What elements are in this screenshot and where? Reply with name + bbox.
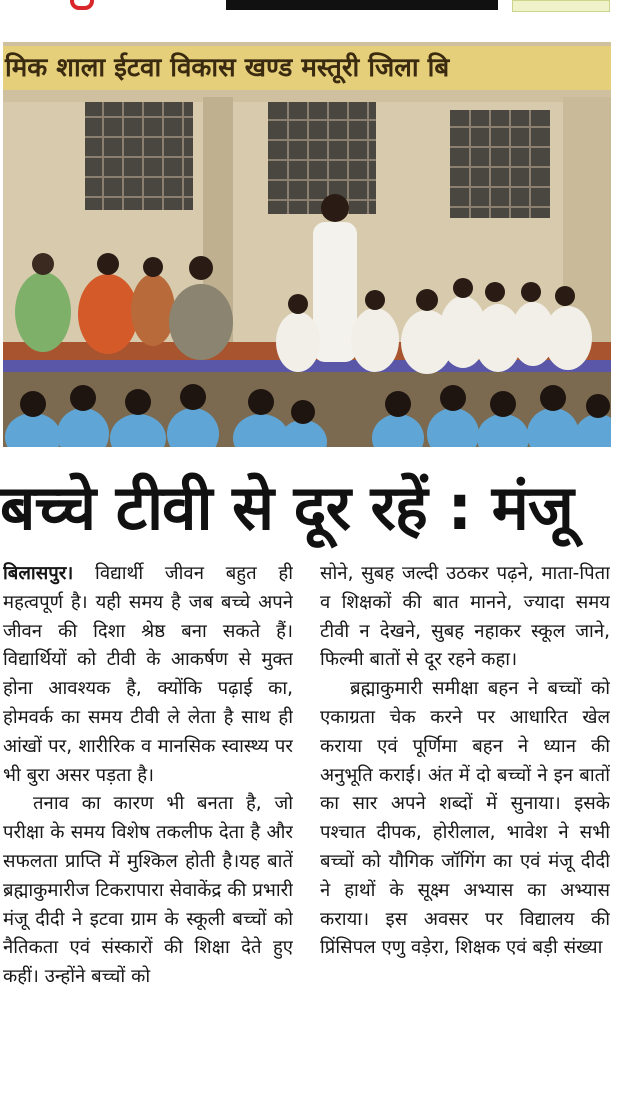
photo-illustration <box>3 42 611 447</box>
masthead-box <box>512 0 610 12</box>
article-headline: बच्चे टीवी से दूर रहें : मंजू <box>0 471 573 544</box>
article-text: विद्यार्थी जीवन बहुत ही महत्वपूर्ण है। यही समय है जब बच्चे अपने जीवन की दिशा श्रेष्ठ बना सकते हैं। विद्यार्थियों को टीवी के आकर्षण से मुक्त होना आवश्यक है, क्योंकि पढ़ाई का, होमवर्क का समय टीवी ले लेता है साथ ही आंखों पर, शारीरिक व मानसिक स्वास्थ्य पर भी बुरा असर पड़ता है। <box>3 563 293 786</box>
article-paragraph: तनाव का कारण भी बनता है, जो परीक्षा के समय विशेष तकलीफ देता है और सफलता प्राप्ति में मुश्किल होती है।यह बातें ब्रह्माकुमारीज टिकरापारा सेवाकेंद्र की प्रभारी मंजू दीदी ने इटवा ग्राम के स्कूली बच्चों को नैतिकता एवं संस्कारों की शिक्षा देते हुए कहीं। उन्होंने बच्चों को <box>3 793 293 988</box>
article-paragraph <box>3 560 293 790</box>
article-column-left <box>3 560 293 1109</box>
window-middle <box>268 102 376 214</box>
news-photo <box>3 42 611 447</box>
window-right <box>450 110 550 218</box>
article-dateline: बिलासपुर। <box>3 563 74 584</box>
window-left <box>85 102 193 210</box>
article-paragraph: ब्रह्माकुमारी समीक्षा बहन ने बच्चों को एकाग्रता चेक करने पर आधारित खेल कराया एवं पूर्णिमा बहन ने ध्यान की अनुभूति कराई। अंत में दो बच्चों ने इन बातों का सार अपने शब्दों में सुनाया। इसके पश्चात दीपक, होरीलाल, भावेश ने सभी बच्चों को यौगिक जॉगिंग का एवं मंजू दीदी ने हाथों के सूक्ष्म अभ्यास का अभ्यास कराया। इस अवसर पर विद्यालय की प्रिंसिपल एणु वड़ेरा, शिक्षक एवं बड़ी संख्या <box>320 678 610 959</box>
masthead-logo-fragment <box>70 0 94 10</box>
article-paragraph: सोने, सुबह जल्दी उठकर पढ़ने, माता-पिता व शिक्षकों की बात मानने, ज्यादा समय टीवी न देखने, सुबह नहाकर स्कूल जाने, फिल्मी बातों से दूर रहने कहा। <box>320 563 610 671</box>
masthead-strip <box>0 0 632 14</box>
masthead-title-fragment <box>226 0 498 10</box>
article-column-right <box>320 560 610 1109</box>
school-banner-text: मिक शाला ईटवा विकास खण्ड मस्तूरी जिला बि <box>5 53 450 83</box>
